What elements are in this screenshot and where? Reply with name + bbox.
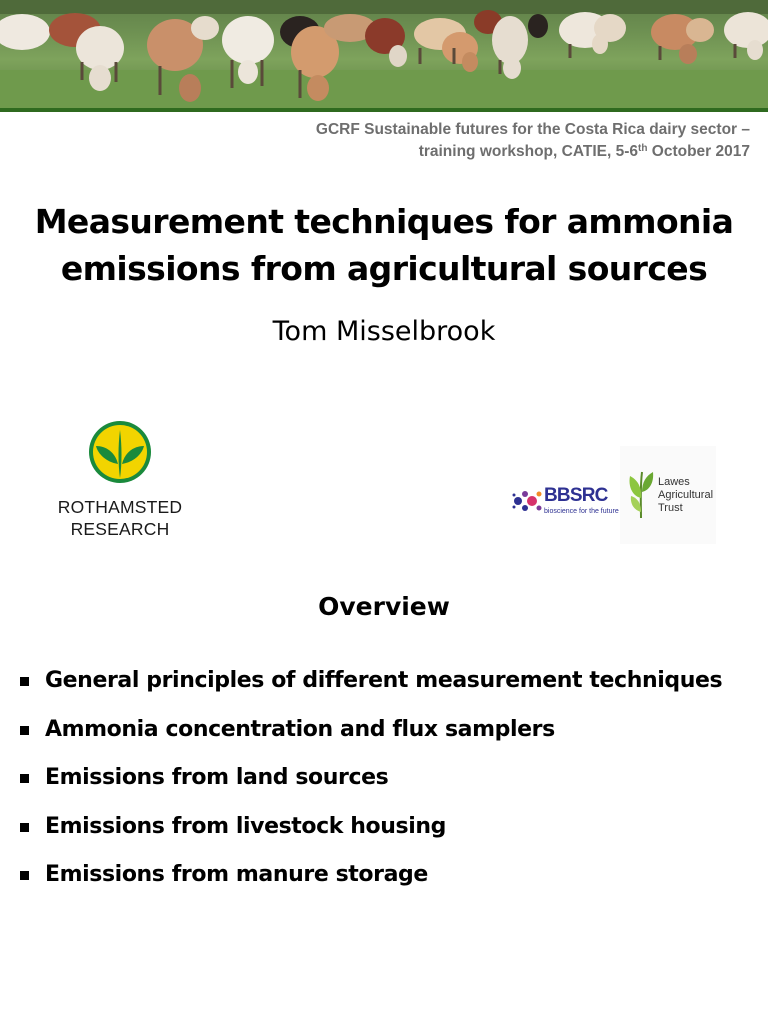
bbsrc-dots-icon [512, 486, 546, 516]
presentation-title [0, 198, 768, 292]
lawes-agricultural-trust-logo [620, 446, 716, 544]
list-item-text: Emissions from livestock housing [45, 813, 446, 839]
rothamsted-research-logo [40, 420, 200, 550]
event-line-2-start: training workshop, CATIE, 5-6 [418, 143, 639, 160]
square-bullet-icon [20, 726, 29, 735]
square-bullet-icon [20, 823, 29, 832]
title-line-1: Measurement techniques for ammonia [34, 202, 734, 241]
list-item [20, 765, 760, 814]
square-bullet-icon [20, 871, 29, 880]
list-item-text: Emissions from land sources [45, 765, 389, 790]
event-line-1: GCRF Sustainable futures for the Costa Rica dairy sector – [315, 121, 750, 138]
list-item [20, 862, 760, 911]
wheat-leaf-icon [626, 468, 656, 520]
cattle-banner-photo [0, 0, 768, 108]
overview-heading: Overview [318, 592, 450, 621]
lawes-line-2: Agricultural [658, 489, 714, 501]
author-name: Tom Misselbrook [272, 316, 496, 347]
bbsrc-wordmark: BBSRC [544, 485, 608, 506]
event-date-suffix: th [638, 143, 648, 154]
list-item [20, 717, 760, 766]
list-item [20, 668, 760, 717]
rothamsted-emblem-icon [88, 420, 152, 484]
list-item-text: General principles of different measurement techniques [45, 668, 723, 693]
cattle-herd-illustration [0, 0, 768, 108]
square-bullet-icon [20, 774, 29, 783]
rothamsted-line-1: ROTHAMSTED [57, 497, 183, 517]
list-item-text: Emissions from manure storage [45, 862, 428, 887]
lawes-line-1: Lawes [658, 476, 690, 488]
event-line-2-end: October 2017 [647, 143, 750, 160]
lawes-line-3: Trust [658, 502, 683, 514]
bbsrc-tagline: bioscience for the future [544, 508, 619, 515]
rothamsted-line-2: RESEARCH [70, 519, 170, 539]
overview-list [20, 668, 760, 911]
square-bullet-icon [20, 677, 29, 686]
lawes-wordmark [658, 476, 713, 515]
event-caption [190, 119, 750, 163]
title-line-2: emissions from agricultural sources [60, 249, 708, 288]
list-item-text: Ammonia concentration and flux samplers [45, 716, 555, 742]
event-line-2 [190, 141, 750, 163]
rothamsted-wordmark [40, 496, 200, 540]
list-item [20, 814, 760, 863]
banner-divider [0, 108, 768, 112]
bbsrc-logo [512, 484, 622, 524]
